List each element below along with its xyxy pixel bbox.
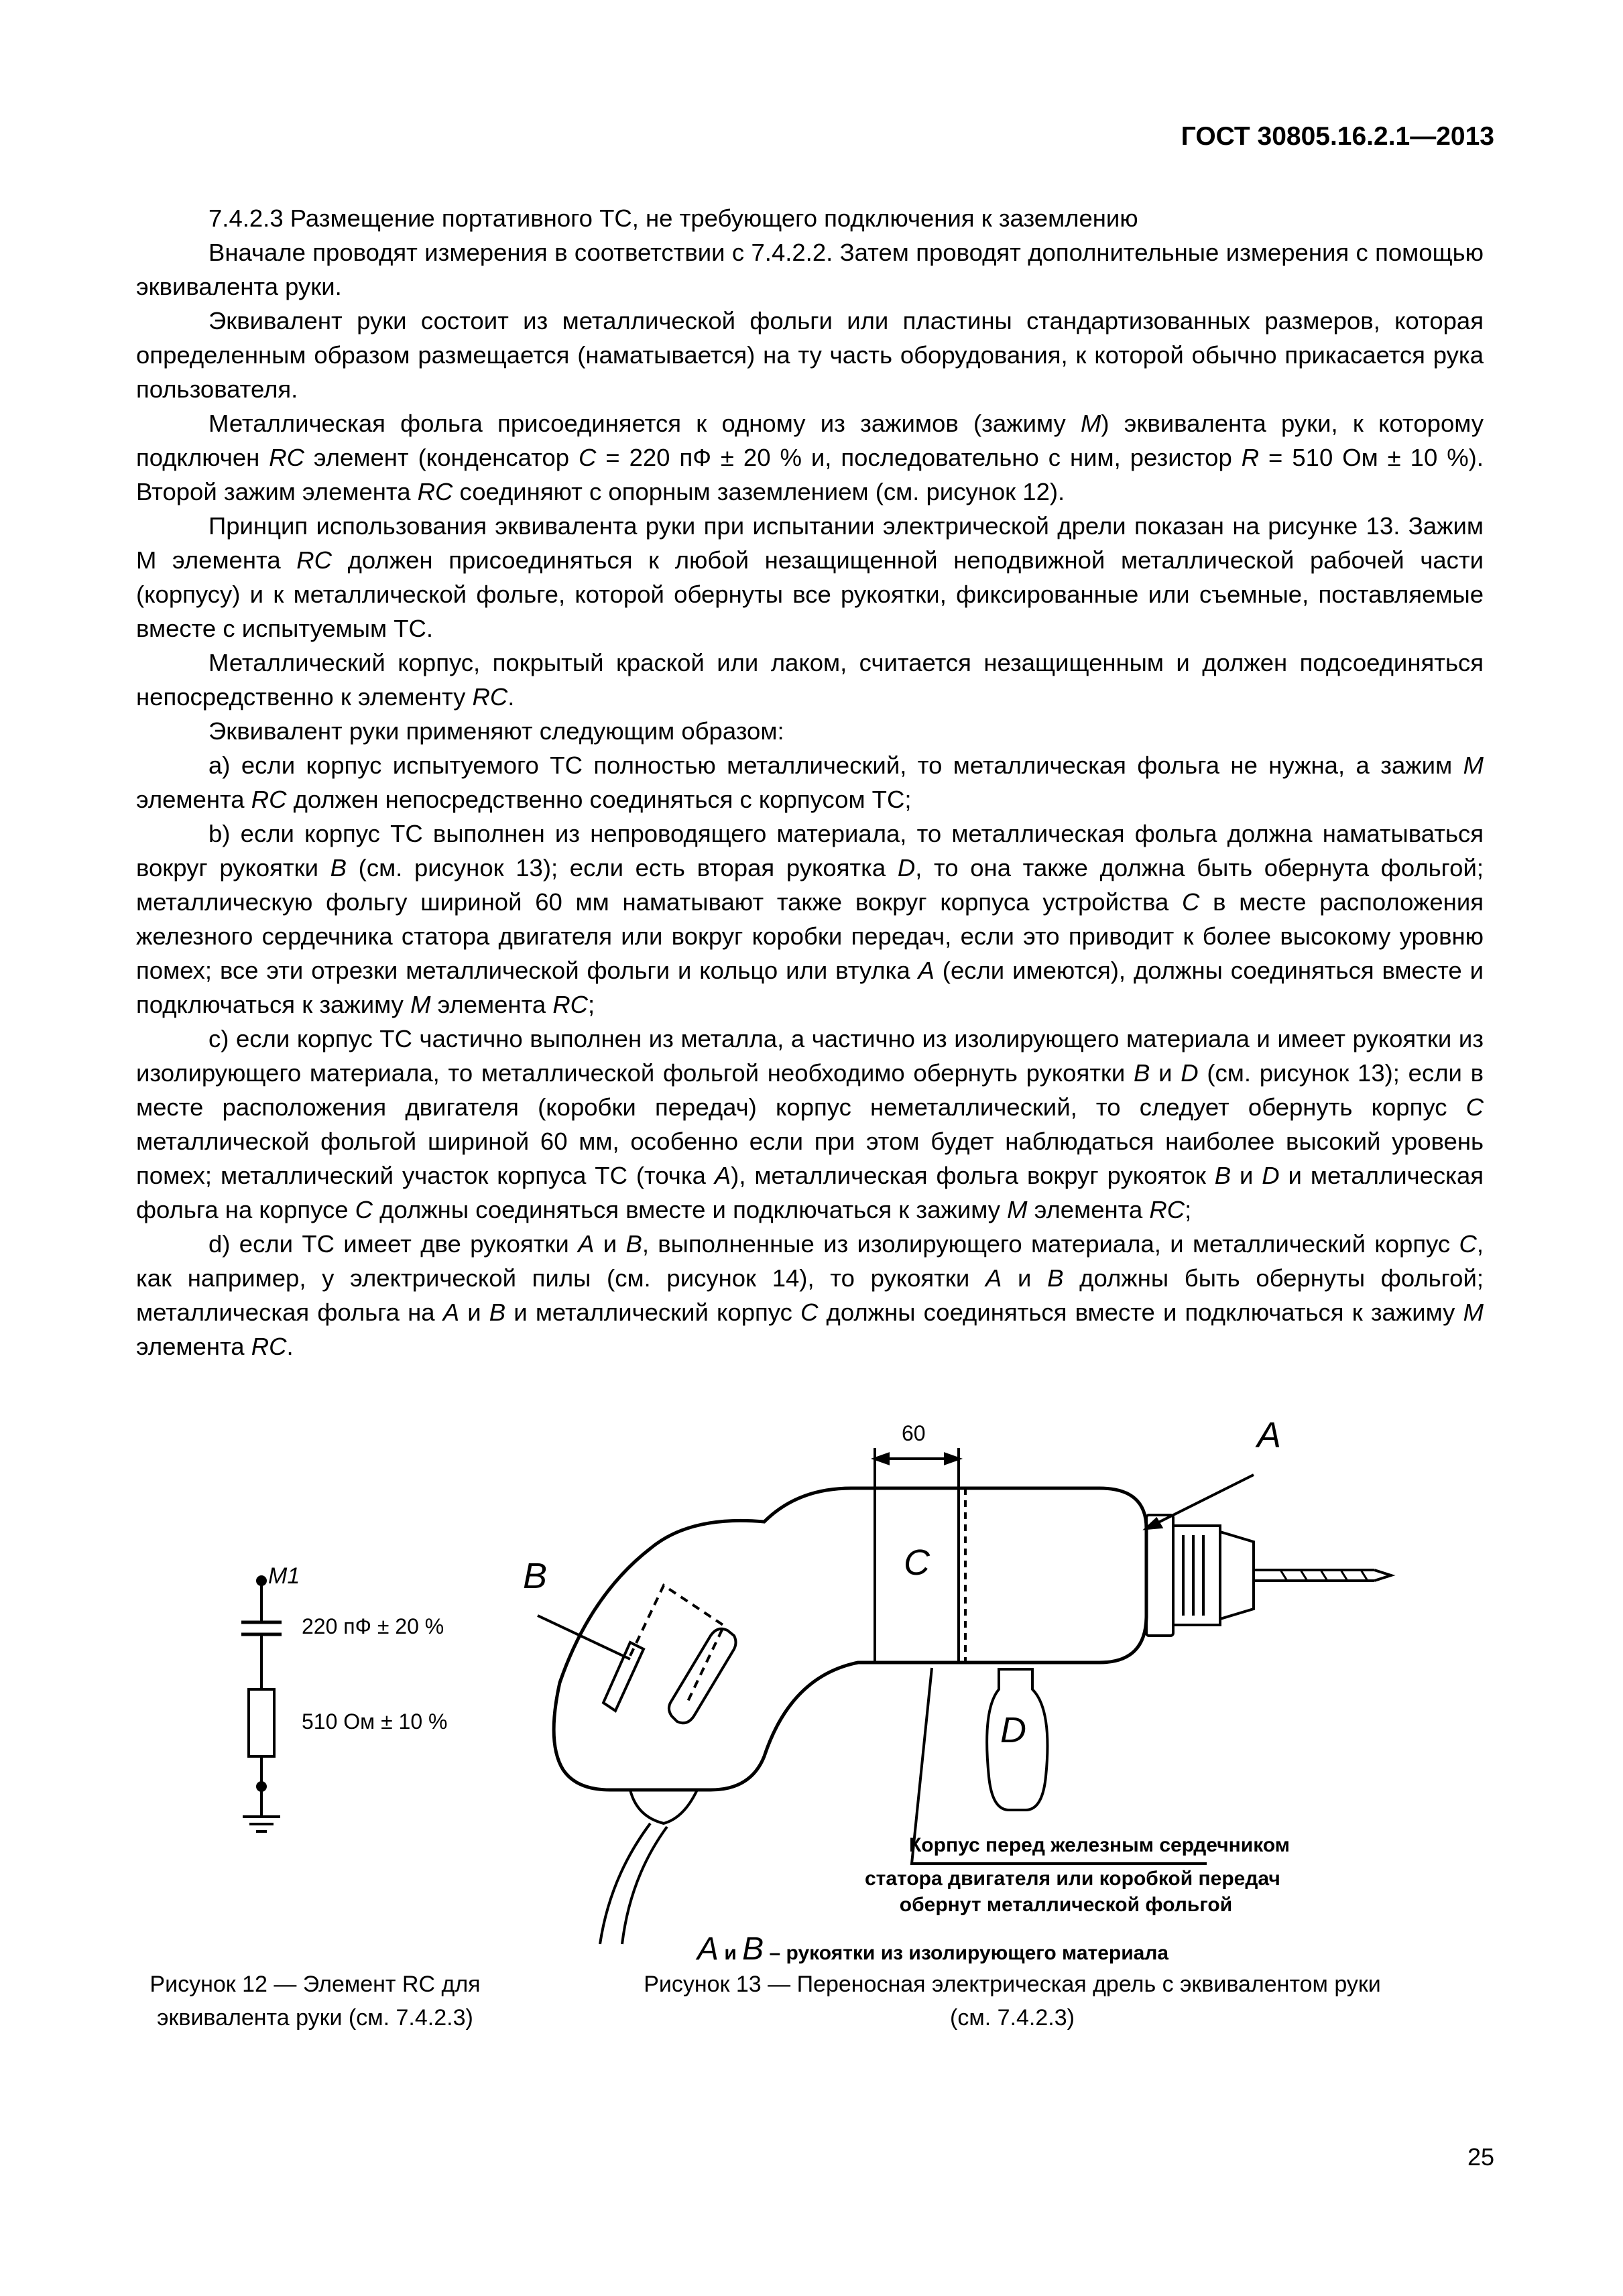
paragraph: Вначале проводят измерения в соответствии с 7.4.2.2. Затем проводят дополнительные измерения с помощью эквивалента руки. [136, 239, 1484, 300]
chuck-body [1173, 1526, 1220, 1625]
paragraph: Металлический корпус, покрытый краской или лаком, считается незащищенным и должен подсоединяться непосредственно к элементу RC. [136, 649, 1484, 711]
leader-a [1146, 1475, 1254, 1528]
section-heading: 7.4.2.3 Размещение портативного ТС, не требующего подключения к заземлению [208, 204, 1138, 232]
handle-b-foil [603, 1642, 644, 1711]
figure-12-caption [121, 1968, 509, 2035]
caption-line: эквивалента руки (см. 7.4.2.3) [157, 2005, 473, 2031]
chuck-collar [1146, 1515, 1173, 1636]
list-item-c: c) если корпус ТС частично выполнен из металла, а частично из изолирующего материала и имеет рукоятки из изолирующего материала, то металлической фольгой необходимо обернуть рукоятки В и D (см. рисунок 13); если в месте расположения двигателя (коробки передач) корпус неметаллический, то следует обернуть корпус С металлической фольгой шириной 60 мм, особенно если при этом будет наблюдаться наиболее высокий уровень помех; металлический участок корпуса ТС (точка А), металлическая фольга вокруг рукояток В и D и металлическая фольга на корпусе С должны соединяться вместе и подключаться к зажиму М элемента RC; [136, 1025, 1484, 1223]
capacitor-label: 220 пФ ± 20 % [302, 1614, 444, 1638]
page-number: 25 [1467, 2143, 1494, 2171]
legend-text: – рукоятки из изолирующего материала [769, 1942, 1169, 1964]
drill-body-outline [554, 1488, 1146, 1790]
junction-dot [257, 1783, 265, 1791]
paragraph: Эквивалент руки применяют следующим образом: [208, 717, 784, 745]
label-c: C [904, 1543, 930, 1583]
legend-a: A [697, 1931, 719, 1967]
label-d: D [1000, 1710, 1026, 1750]
paragraph: Принцип использования эквивалента руки при испытании электрической дрели показан на рисунке 13. Зажим М элемента RC должен присоединяться к любой незащищенной неподвижной металлической рабочей части (корпусу) и к металлической фольге, которой обернуты все рукоятки, фиксированные или съемные, поставляемые вместе с испытуемым ТС. [136, 512, 1484, 642]
caption-line: Рисунок 13 — Переносная электрическая дрель с эквивалентом руки [644, 1972, 1381, 1997]
label-b: B [523, 1556, 548, 1596]
body-text [136, 201, 1484, 1364]
paragraph: Эквивалент руки состоит из металлической фольги или пластины стандартизованных размеров, которая определенным образом размещается (наматывается) на ту часть оборудования, к которой обычно прикасается рука пользователя. [136, 307, 1484, 403]
dimension-60-label: 60 [902, 1421, 926, 1445]
figure-13-drill [503, 1394, 1441, 1971]
resistor-body [249, 1689, 274, 1756]
figure-12-rc-schematic [201, 1542, 536, 1877]
document-code-header: ГОСТ 30805.16.2.1—2013 [1181, 122, 1494, 151]
handle-b-grip [669, 1629, 736, 1723]
resistor-label: 510 Ом ± 10 % [302, 1709, 448, 1734]
handle-legend [697, 1931, 1168, 1968]
label-a: A [1257, 1415, 1282, 1455]
paragraph: Металлическая фольга присоединяется к одному из зажимов (зажиму М) эквивалента руки, к которому подключен RC элемент (конденсатор С = 220 пФ ± 20 % и, последовательно с ним, резистор R = 510 Ом ± 10 %). Второй зажим элемента RC соединяют с опорным заземлением (см. рисунок 12). [136, 410, 1484, 505]
list-item-a: a) если корпус испытуемого ТС полностью металлический, то металлическая фольга не нужна, а зажим М элемента RC должен непосредственно соединяться с корпусом ТС; [136, 751, 1484, 813]
callout-line-3: обернут металлической фольгой [899, 1894, 1233, 1916]
legend-b: B [742, 1931, 764, 1967]
caption-line: (см. 7.4.2.3) [950, 2005, 1075, 2031]
caption-line: Рисунок 12 — Элемент RC для [149, 1972, 481, 1997]
list-item-d: d) если ТС имеет две рукоятки А и В, выполненные из изолирующего материала, и металлический корпус С, как например, у электрической пилы (см. рисунок 14), то рукоятки А и В должны быть обернуты фольгой; металлическая фольга на А и В и металлический корпус С должны соединяться вместе и подключаться к зажиму М элемента RC. [136, 1230, 1484, 1360]
callout-line-2: статора двигателя или коробкой передач [865, 1868, 1280, 1890]
list-item-b: b) если корпус ТС выполнен из непроводящего материала, то металлическая фольга должна наматываться вокруг рукоятки В (см. рисунок 13); если есть вторая рукоятка D, то она также должна быть обернута фольгой; металлическую фольгу шириной 60 мм наматывают также вокруг корпуса устройства С в месте расположения железного сердечника статора двигателя или вокруг коробки передач, если это приводит к более высокому уровню помех; все эти отрезки металлической фольги и кольцо или втулка А (если имеются), должны соединяться вместе и подключаться к зажиму М элемента RC; [136, 820, 1484, 1018]
chuck-nose [1220, 1532, 1254, 1619]
callout-line-1: Корпус перед железным сердечником [909, 1834, 1290, 1856]
figure-13-caption [577, 1968, 1448, 2035]
terminal-label: M1 [268, 1563, 300, 1589]
leader-b [538, 1616, 630, 1659]
legend-and: и [724, 1942, 737, 1964]
